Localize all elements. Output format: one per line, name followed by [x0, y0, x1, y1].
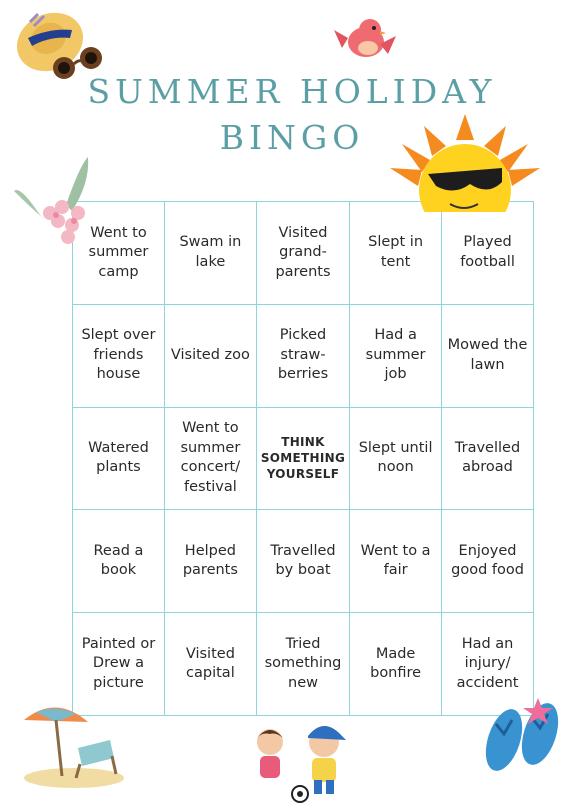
bingo-cell: Played football: [442, 202, 534, 305]
flowers-icon: [10, 155, 100, 255]
bingo-cell: Travelled abroad: [442, 408, 534, 511]
bingo-cell: Slept until noon: [350, 408, 442, 511]
bingo-cell: Had a summer job: [350, 305, 442, 408]
bingo-cell: Visited capital: [165, 613, 257, 716]
bingo-cell: Slept over friends house: [73, 305, 165, 408]
bingo-cell: Visited zoo: [165, 305, 257, 408]
bingo-cell: Helped parents: [165, 510, 257, 613]
bingo-grid: [72, 201, 534, 716]
title-line-2: BINGO: [219, 118, 365, 157]
kids-football-icon: [248, 712, 356, 804]
bingo-cell: Went to summer concert/ festival: [165, 408, 257, 511]
title-line-1: SUMMER HOLIDAY: [87, 72, 497, 111]
bingo-cell: Enjoyed good food: [442, 510, 534, 613]
bingo-cell: Travelled by boat: [257, 510, 350, 613]
bingo-cell: Picked straw-berries: [257, 305, 350, 408]
bingo-free-cell: THINK SOMETHING YOURSELF: [257, 408, 350, 511]
bingo-cell: Mowed the lawn: [442, 305, 534, 408]
bird-icon: [330, 8, 400, 72]
bingo-cell: Read a book: [73, 510, 165, 613]
bingo-cell: Painted or Drew a picture: [73, 613, 165, 716]
bingo-cell: Swam in lake: [165, 202, 257, 305]
bingo-cell: Went to summer camp: [73, 202, 165, 305]
bingo-cell: Made bonfire: [350, 613, 442, 716]
sun-icon: [384, 112, 546, 212]
bingo-cell: Went to a fair: [350, 510, 442, 613]
bingo-cell: Had an injury/ accident: [442, 613, 534, 716]
bingo-cell: Watered plants: [73, 408, 165, 511]
bingo-cell: Visited grand-parents: [257, 202, 350, 305]
beach-chair-icon: [18, 700, 128, 790]
bingo-cell: Tried something new: [257, 613, 350, 716]
bingo-cell: Slept in tent: [350, 202, 442, 305]
sunglasses-icon: [48, 42, 110, 84]
flip-flops-icon: [478, 694, 574, 778]
